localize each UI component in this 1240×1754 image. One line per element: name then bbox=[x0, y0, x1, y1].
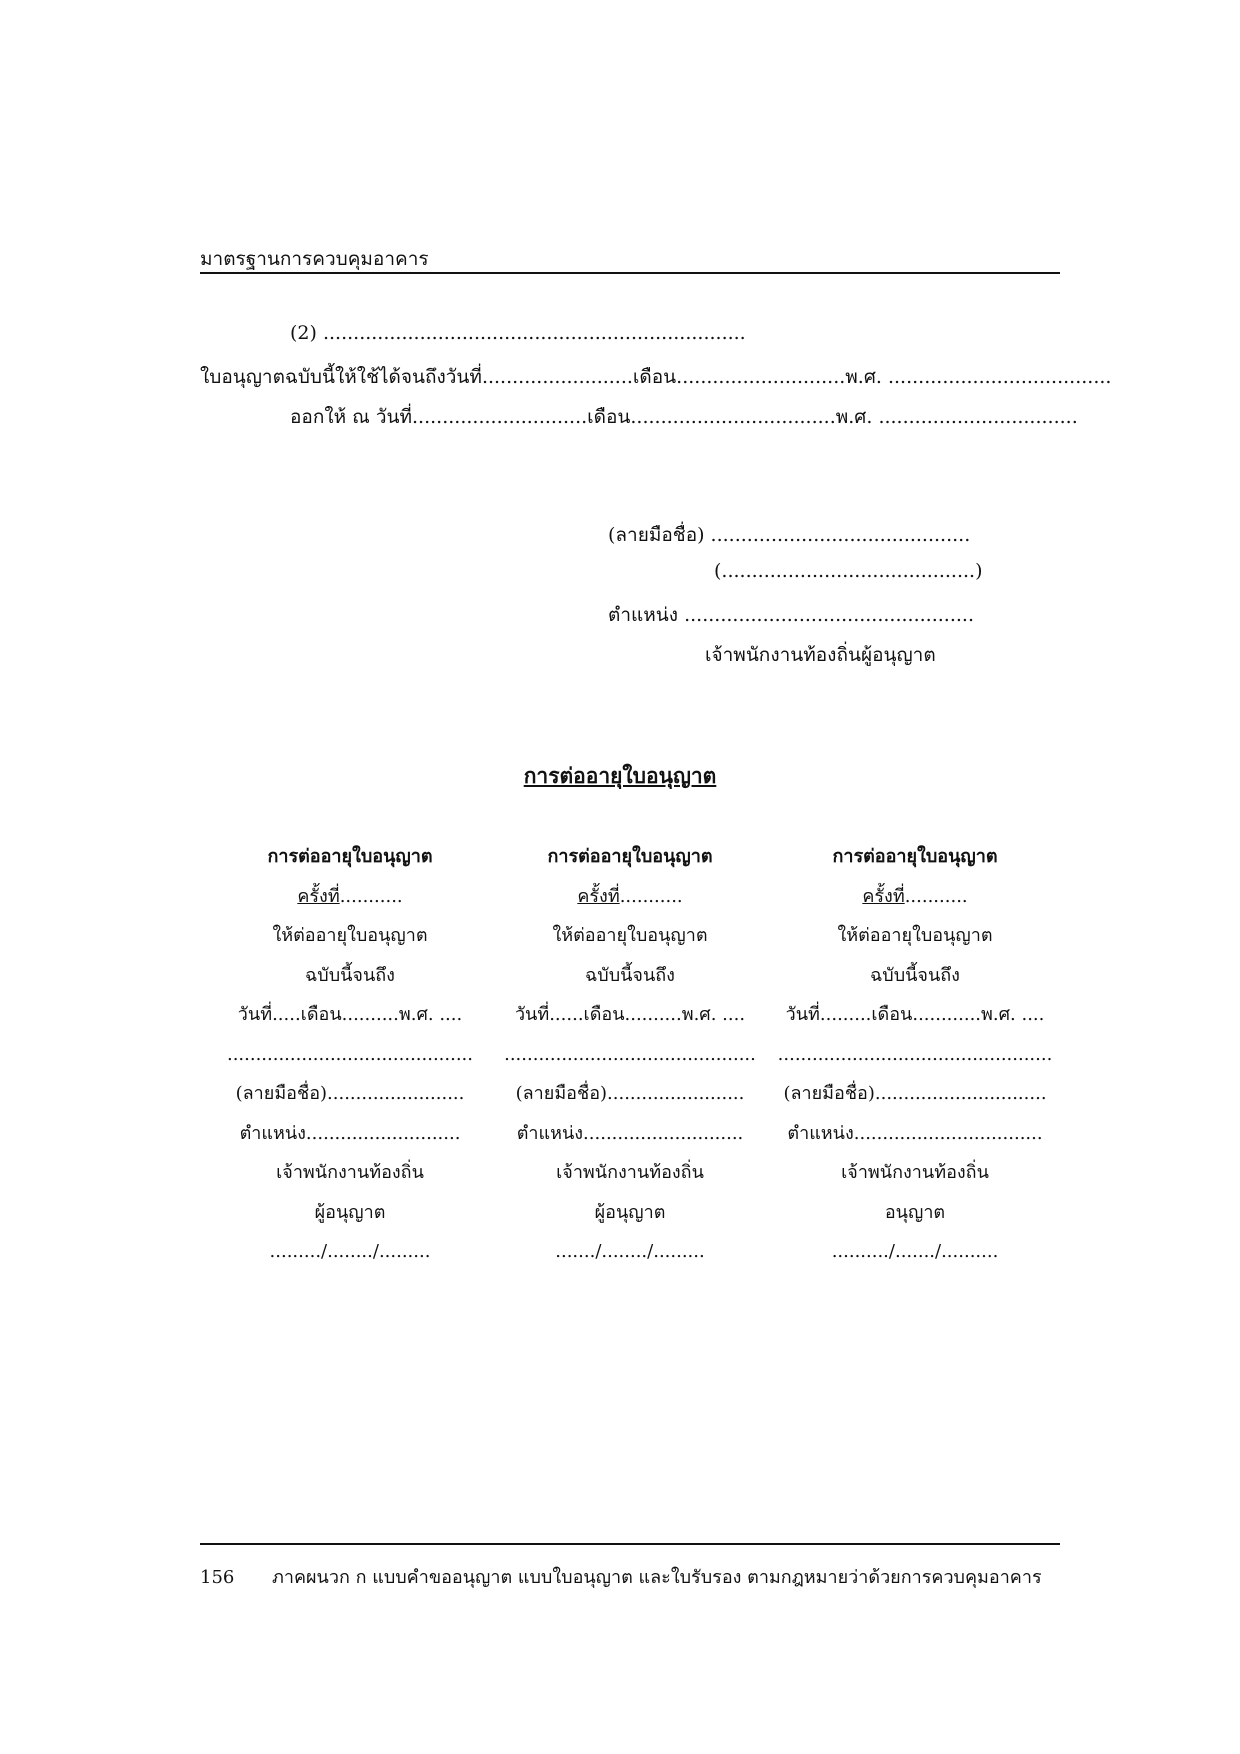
renewal-blank-line: ............................................ bbox=[504, 1043, 756, 1065]
renewal-signature: (ลายมือชื่อ)........................ bbox=[235, 1083, 465, 1104]
renewal-until: ฉบับนี้จนถึง bbox=[870, 964, 960, 986]
round-dots: ........... bbox=[339, 885, 403, 907]
renewal-blank-line: ........................................... bbox=[226, 1043, 474, 1065]
renewal-date-stamp: ........./......../......... bbox=[269, 1241, 431, 1262]
renewal-date: วันที่.........เดือน............พ.ศ. .... bbox=[785, 1004, 1045, 1025]
renewal-title: การต่ออายุใบอนุญาต bbox=[523, 763, 717, 788]
renewal-until: ฉบับนี้จนถึง bbox=[305, 964, 395, 986]
round-label: ครั้งที่ bbox=[862, 885, 905, 907]
renewal-round bbox=[190, 882, 510, 922]
renewal-date-stamp: ........../......./.......... bbox=[831, 1241, 999, 1262]
renewal-round bbox=[470, 882, 790, 922]
running-header: มาตรฐานการควบคุมอาคาร bbox=[200, 248, 429, 270]
renewal-heading: การต่ออายุใบอนุญาต bbox=[547, 846, 713, 867]
renewal-signature: (ลายมือชื่อ)........................ bbox=[515, 1083, 745, 1104]
renewal-officer: เจ้าพนักงานท้องถิ่น bbox=[841, 1162, 989, 1183]
permit-valid-until: ใบอนุญาตฉบับนี้ให้ใช้ได้จนถึงวันที่.........................เดือน............................พ.ศ. ..................................... bbox=[200, 366, 1112, 388]
renewal-position: ตำแหน่ง................................. bbox=[787, 1122, 1043, 1144]
renewal-grant: ให้ต่ออายุใบอนุญาต bbox=[837, 925, 993, 946]
signature-name-line: (..........................................) bbox=[714, 560, 983, 582]
renewal-date: วันที่......เดือน..........พ.ศ. .... bbox=[514, 1004, 746, 1025]
renewal-round bbox=[755, 882, 1075, 922]
round-dots: ........... bbox=[904, 885, 968, 907]
footer-rule bbox=[200, 1543, 1060, 1545]
renewal-signature: (ลายมือชื่อ).............................. bbox=[783, 1083, 1047, 1104]
page-number: 156 bbox=[200, 1567, 235, 1588]
renewal-heading: การต่ออายุใบอนุญาต bbox=[267, 846, 433, 867]
permit-issued-date: ออกให้ ณ วันที่.............................เดือน..................................พ.ศ. ................................. bbox=[290, 406, 1078, 428]
renewal-date-stamp: ......./......../......... bbox=[555, 1241, 705, 1262]
permit-item-2: (2) ...................................................................... bbox=[290, 322, 746, 344]
renewal-role: อนุญาต bbox=[884, 1201, 946, 1223]
renewal-position: ตำแหน่ง........................... bbox=[239, 1122, 461, 1144]
round-dots: ........... bbox=[619, 885, 683, 907]
renewal-position: ตำแหน่ง............................ bbox=[516, 1122, 744, 1144]
round-label: ครั้งที่ bbox=[577, 885, 620, 907]
renewal-heading: การต่ออายุใบอนุญาต bbox=[832, 846, 998, 867]
signature-line: (ลายมือชื่อ) ........................................... bbox=[608, 524, 971, 546]
renewal-role: ผู้อนุญาต bbox=[314, 1201, 386, 1223]
renewal-column-1 bbox=[190, 842, 510, 1277]
renewal-officer: เจ้าพนักงานท้องถิ่น bbox=[556, 1162, 704, 1183]
renewal-column-2 bbox=[470, 842, 790, 1277]
renewal-grant: ให้ต่ออายุใบอนุญาต bbox=[272, 925, 428, 946]
renewal-officer: เจ้าพนักงานท้องถิ่น bbox=[276, 1162, 424, 1183]
renewal-date: วันที่.....เดือน..........พ.ศ. .... bbox=[237, 1004, 463, 1025]
renewal-blank-line: ................................................ bbox=[777, 1043, 1053, 1065]
renewal-until: ฉบับนี้จนถึง bbox=[585, 964, 675, 986]
renewal-column-3 bbox=[755, 842, 1075, 1277]
page-footer bbox=[200, 1562, 1042, 1591]
header-rule bbox=[200, 272, 1060, 274]
round-label: ครั้งที่ bbox=[297, 885, 340, 907]
signer-role: เจ้าพนักงานท้องถิ่นผู้อนุญาต bbox=[705, 644, 936, 666]
footer-text: ภาคผนวก ก แบบคำขออนุญาต แบบใบอนุญาต และใบรับรอง ตามกฎหมายว่าด้วยการควบคุมอาคาร bbox=[272, 1567, 1042, 1588]
renewal-grant: ให้ต่ออายุใบอนุญาต bbox=[552, 925, 708, 946]
renewal-role: ผู้อนุญาต bbox=[594, 1201, 666, 1223]
position-line: ตำแหน่ง ................................................ bbox=[608, 604, 974, 626]
